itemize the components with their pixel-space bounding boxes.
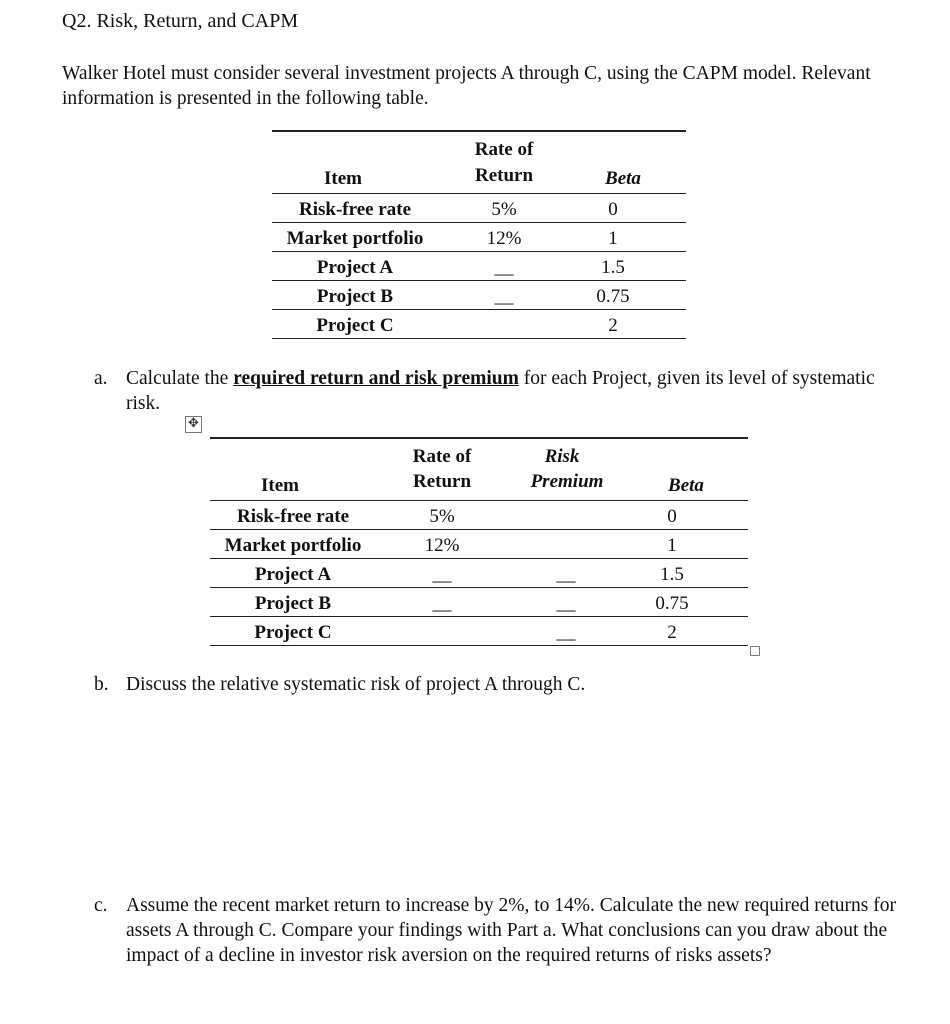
question-a-label: a. — [94, 368, 108, 389]
question-a-emphasis: required return and risk premium — [233, 368, 519, 389]
header-rate-line2: Return — [412, 471, 472, 492]
header-risk-line1: Risk — [544, 446, 580, 467]
row-item: Risk-free rate — [236, 506, 349, 527]
header-item: Item — [261, 475, 299, 496]
table-top-rule — [210, 437, 748, 439]
row-item: Market portfolio — [224, 535, 362, 556]
row-premium: __ — [556, 593, 576, 614]
question-a-text — [126, 366, 886, 416]
row-rate: __ — [494, 257, 514, 278]
row-rate: __ — [432, 564, 452, 585]
row-premium: __ — [556, 622, 576, 643]
question-a-text-after: for each Project, given its level of systematic risk. — [126, 368, 875, 414]
row-beta: 0.75 — [596, 286, 630, 307]
row-beta: 0 — [667, 506, 677, 527]
row-item: Project B — [316, 286, 394, 307]
header-beta: Beta — [605, 168, 641, 189]
table-resize-handle-icon[interactable] — [750, 646, 760, 656]
row-rate: __ — [494, 286, 514, 307]
row-rate: 12% — [424, 535, 460, 556]
header-rate-line1: Rate of — [474, 139, 534, 160]
table-bottom-rule — [210, 645, 748, 646]
row-rule — [210, 529, 748, 530]
row-rule — [272, 251, 686, 252]
row-beta: 1.5 — [601, 257, 625, 278]
question-b-label: b. — [94, 674, 109, 695]
row-item: Project C — [254, 622, 332, 643]
question-c-label: c. — [94, 895, 108, 916]
header-rule — [210, 500, 748, 501]
row-rule — [210, 558, 748, 559]
question-title: Q2. Risk, Return, and CAPM — [62, 10, 299, 32]
row-rule — [272, 280, 686, 281]
table-top-rule — [272, 130, 686, 132]
header-rule — [272, 193, 686, 194]
row-item: Project A — [254, 564, 332, 585]
row-item: Project A — [316, 257, 394, 278]
row-rate: 5% — [491, 199, 517, 220]
row-beta: 1 — [608, 228, 618, 249]
header-risk-line2: Premium — [530, 471, 604, 492]
row-rule — [272, 309, 686, 310]
row-item: Project C — [316, 315, 394, 336]
row-beta: 2 — [608, 315, 618, 336]
row-rate: 5% — [429, 506, 455, 527]
intro-paragraph: Walker Hotel must consider several investment projects A through C, using the CAPM model. Relevant information is presented in the following table. — [62, 63, 871, 109]
row-beta: 2 — [667, 622, 677, 643]
question-b-text: Discuss the relative systematic risk of project A through C. — [126, 674, 586, 695]
header-beta: Beta — [668, 475, 704, 496]
row-rule — [210, 616, 748, 617]
table-bottom-rule — [272, 338, 686, 339]
row-beta: 0 — [608, 199, 618, 220]
row-premium: __ — [556, 564, 576, 585]
question-a-text-before: Calculate the — [126, 368, 234, 389]
row-rule — [272, 222, 686, 223]
header-rate-line1: Rate of — [412, 446, 472, 467]
header-item: Item — [324, 168, 362, 189]
row-rule — [210, 587, 748, 588]
header-rate-line2: Return — [474, 165, 534, 186]
row-rate: __ — [432, 593, 452, 614]
row-beta: 0.75 — [655, 593, 689, 614]
question-c-text: Assume the recent market return to increase by 2%, to 14%. Calculate the new required returns for assets A through C. Compare your findings with Part a. What conclusions can you draw about the impact of a decline in investor risk aversion on the required returns of risks assets? — [126, 895, 896, 966]
table-move-handle-icon[interactable]: ✥ — [185, 416, 202, 433]
row-rate: 12% — [486, 228, 522, 249]
row-item: Project B — [254, 593, 332, 614]
row-beta: 1 — [667, 535, 677, 556]
row-item: Risk-free rate — [298, 199, 411, 220]
row-item: Market portfolio — [286, 228, 424, 249]
row-beta: 1.5 — [660, 564, 684, 585]
